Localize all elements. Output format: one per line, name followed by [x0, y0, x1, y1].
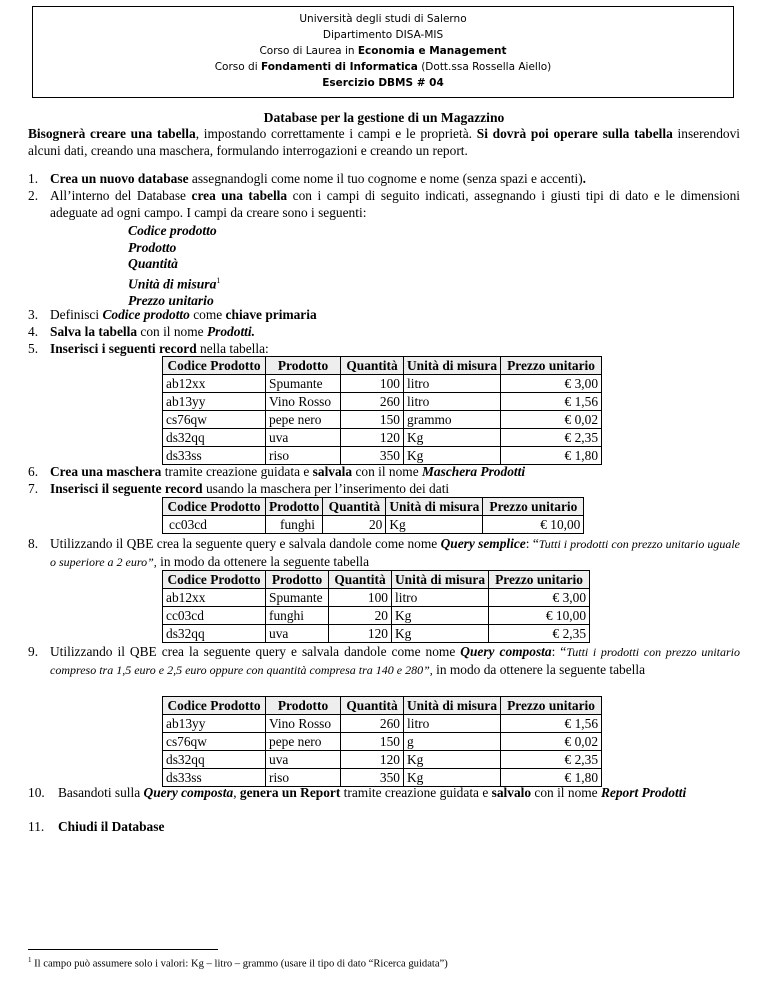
- table-row: ds32qq uva 120 Kg € 2,35: [163, 429, 602, 447]
- exercise-line: Esercizio DBMS # 04: [322, 77, 444, 89]
- table-row: ab13yy Vino Rosso 260 litro € 1,56: [163, 393, 602, 411]
- degree-line: Corso di Laurea in Economia e Management: [259, 45, 507, 57]
- compound-query-table: [162, 696, 602, 787]
- table-row: cs76qw pepe nero 150 grammo € 0,02: [163, 411, 602, 429]
- table-row: ab12xx Spumante 100 litro € 3,00: [163, 375, 602, 393]
- field-unita-di-misura: Unità di misura$^1$: [128, 275, 221, 292]
- course-header: [32, 6, 734, 98]
- field-list: [128, 223, 220, 310]
- footnote-divider: [28, 949, 218, 950]
- document-page: Università degli studi di Salerno Dipartimento DISA-MIS Corso di Laurea in Economia e Management Corso di Fondamenti di Informatica (Dott.ssa Rossella Aiello) Esercizio DBMS # 04 Database per la gestione di un Magazzino Bisognerà creare una tabella, impostando correttamente i campi e le proprietà. Si dovrà poi operare sulla tabella inserendovi alcuni dati, creando una maschera, formulando interrogazioni e creando un report. 1. Crea un nuovo database assegnandogli come nome il tuo cognome e nome (senza spazi e accenti). 2. All’interno del Database crea una tabella con i campi di seguito indicati, assegnando i giusti tipi di dato e le dimensioni adeguate ad ogni campo. I campi da creare sono i seguenti: Codice prodotto Prodotto Quantità Unità di misura$^1$ Prezzo unitario 3. Definisci Codice prodotto come chiave primaria 4. Salva la tabella con il nome Prodotti. 5. Inserisci i seguenti record nella tabella: Codice Prodotto Prodotto Quantità Unità di misura Prezzo unitario ab12xx Spumante 100 litro € 3,00 ab13yy Vino Rosso 260 litro € 1,56 cs76qw pepe nero 150 grammo € 0,02 ds32qq uva 120 Kg € 2,35 ds33ss riso 350 Kg € 1,80 6. Crea una maschera tramite creazione guidata e salvala con il nome Maschera Prodotti 7. Inserisci il seguente record usando la maschera per l’inserimento dei dati Codice Prodotto Prodotto Quantità Unità di misura Prezzo unitario cc03cd funghi 20 Kg € 10,00 8. Utilizzando il QBE crea la seguente query e salvala dandole come nome Query semplice: “Tutti i prodotti con prezzo unitario uguale o superiore a 2 euro”, in modo da ottenere la seguente tabella Codice Prodotto Prodotto Quantità Unità di misura Prezzo unitario ab12xx Spumante 100 litro € 3,00 cc03cd funghi 20 Kg € 10,00 ds32qq uva 120 Kg € 2,35 9. Utilizzando il QBE crea la seguente query e salvala dandole come nome Query composta: “Tutti i prodotti con prezzo unitario compreso tra 1,5 euro e 2,5 euro oppure con quantità compresa tra 140 e 280”, in modo da ottenere la seguente tabella Codice Prodotto Prodotto Quantità Unità di misura Prezzo unitario ab13yy Vino Rosso 260 litro € 1,56 cs76qw pepe nero 150 g € 0,02 ds32qq uva 120 Kg € 2,35 ds33ss riso 350 Kg € 1,80 10. Basandoti sulla Query composta, genera un Report tramite creazione guidata e salvalo con il nome Report Prodotti 11. Chiudi il Database $^1$ Il campo può assumere solo i valori: Kg – litro – grammo (usare il tipo di dato “Ricerca guidata”): [0, 0, 768, 994]
- intro-paragraph: Bisognerà creare una tabella, impostando correttamente i campi e le proprietà. Si dovrà poi operare sulla tabella inserendovi alcuni dati, creando una maschera, formulando interrogazioni e creando un report.: [28, 126, 741, 158]
- document-title: Database per la gestione di un Magazzino: [263, 110, 505, 125]
- new-record-table: [162, 497, 584, 534]
- table-header-row: Codice Prodotto Prodotto Quantità Unità di misura Prezzo unitario: [163, 571, 590, 589]
- university-line: Università degli studi di Salerno: [299, 13, 467, 25]
- field-codice-prodotto: Codice prodotto: [128, 223, 217, 238]
- table-row: cs76qw pepe nero 150 g € 0,02: [163, 733, 602, 751]
- footnote-reference: 1: [216, 275, 221, 285]
- table-row: cc03cd funghi 20 Kg € 10,00: [163, 516, 584, 534]
- footnote: $^1$ Il campo può assumere solo i valori: Kg – litro – grammo (usare il tipo di dato “Ricerca guidata”): [28, 956, 448, 970]
- simple-query-table: [162, 570, 590, 643]
- department-line: Dipartimento DISA-MIS: [322, 29, 444, 41]
- field-prezzo-unitario: Prezzo unitario: [128, 292, 214, 308]
- table-row: ds32qq uva 120 Kg € 2,35: [163, 751, 602, 769]
- table-header-row: Codice Prodotto Prodotto Quantità Unità di misura Prezzo unitario: [163, 697, 602, 715]
- table-row: ab13yy Vino Rosso 260 litro € 1,56: [163, 715, 602, 733]
- field-prodotto: Prodotto: [128, 239, 177, 255]
- table-header-row: Codice Prodotto Prodotto Quantità Unità di misura Prezzo unitario: [163, 357, 602, 375]
- table-row: cc03cd funghi 20 Kg € 10,00: [163, 607, 590, 625]
- table-row: ds32qq uva 120 Kg € 2,35: [163, 625, 590, 643]
- table-row: ds33ss riso 350 Kg € 1,80: [163, 769, 602, 787]
- table-row: ds33ss riso 350 Kg € 1,80: [163, 447, 602, 465]
- course-line: Corso di Fondamenti di Informatica (Dott.ssa Rossella Aiello): [214, 61, 552, 73]
- field-quantita: Quantità: [128, 256, 178, 272]
- products-table: [162, 356, 602, 465]
- table-header-row: Codice Prodotto Prodotto Quantità Unità di misura Prezzo unitario: [163, 498, 584, 516]
- table-row: ab12xx Spumante 100 litro € 3,00: [163, 589, 590, 607]
